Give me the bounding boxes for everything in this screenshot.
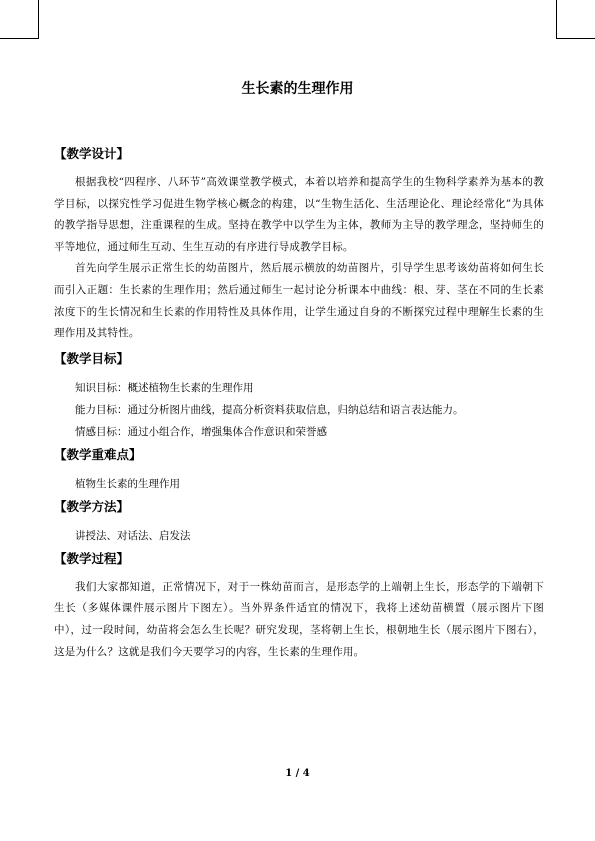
section-heading-objectives: 【教学目标】	[54, 350, 130, 366]
section-heading-key-points: 【教学重难点】	[54, 446, 142, 462]
crop-mark-top-right	[556, 0, 595, 39]
method-item: 讲授法、对话法、启发法	[75, 529, 191, 542]
document-body	[54, 146, 544, 663]
objective-item: 知识目标：概述植物生长素的生理作用	[75, 381, 254, 394]
section-heading-design: 【教学设计】	[54, 146, 130, 161]
objective-item: 能力目标：通过分析图片曲线，提高分析资料获取信息，归纳总结和语言表达能力。	[75, 403, 464, 416]
section-heading-process: 【教学过程】	[54, 550, 130, 566]
design-paragraph: 根据我校“四程序、八环节”高效课堂教学模式，本着以培养和提高学生的生物科学素养为基本的教学目标，以探究性学习促进生物学核心概念的构建，以“生物生活化、生活理论化、理论经常化”为具体的教学指导思想，注重课程的生成。坚持在教学中以学生为主体，教师为主导的教学理念，坚持师生的平等地位，通过师生互动、生生互动的有序进行导成教学目标。	[54, 176, 544, 253]
process-paragraph: 我们大家都知道，正常情况下，对于一株幼苗而言，是形态学的上端朝上生长，形态学的下端朝下生长（多媒体课件展示图片下图左）。当外界条件适宜的情况下，我将上述幼苗横置（展示图片下图中），过一段时间，幼苗将会怎么生长呢？研究发现，茎将朝上生长，根朝地生长（展示图片下图右），这是为什么？这就是我们今天要学习的内容，生长素的生理作用。	[54, 580, 544, 658]
page-number: 1 / 4	[285, 768, 310, 779]
section-heading-methods: 【教学方法】	[54, 498, 130, 514]
document-title: 生长素的生理作用	[241, 81, 354, 97]
design-paragraph: 首先向学生展示正常生长的幼苗图片，然后展示横放的幼苗图片，引导学生思考该幼苗将如何生长而引入正题：生长素的生理作用；然后通过师生一起讨论分析课本中曲线：根、芽、茎在不同的生长素浓度下的生长情况和生长素的作用特性及具体作用，让学生通过自身的不断探究过程中理解生长素的生理作用及其特性。	[54, 262, 544, 340]
objective-item: 情感目标：通过小组合作，增强集体合作意识和荣誉感	[75, 425, 327, 438]
key-point-item: 植物生长素的生理作用	[75, 477, 180, 490]
crop-mark-top-left	[0, 0, 39, 39]
